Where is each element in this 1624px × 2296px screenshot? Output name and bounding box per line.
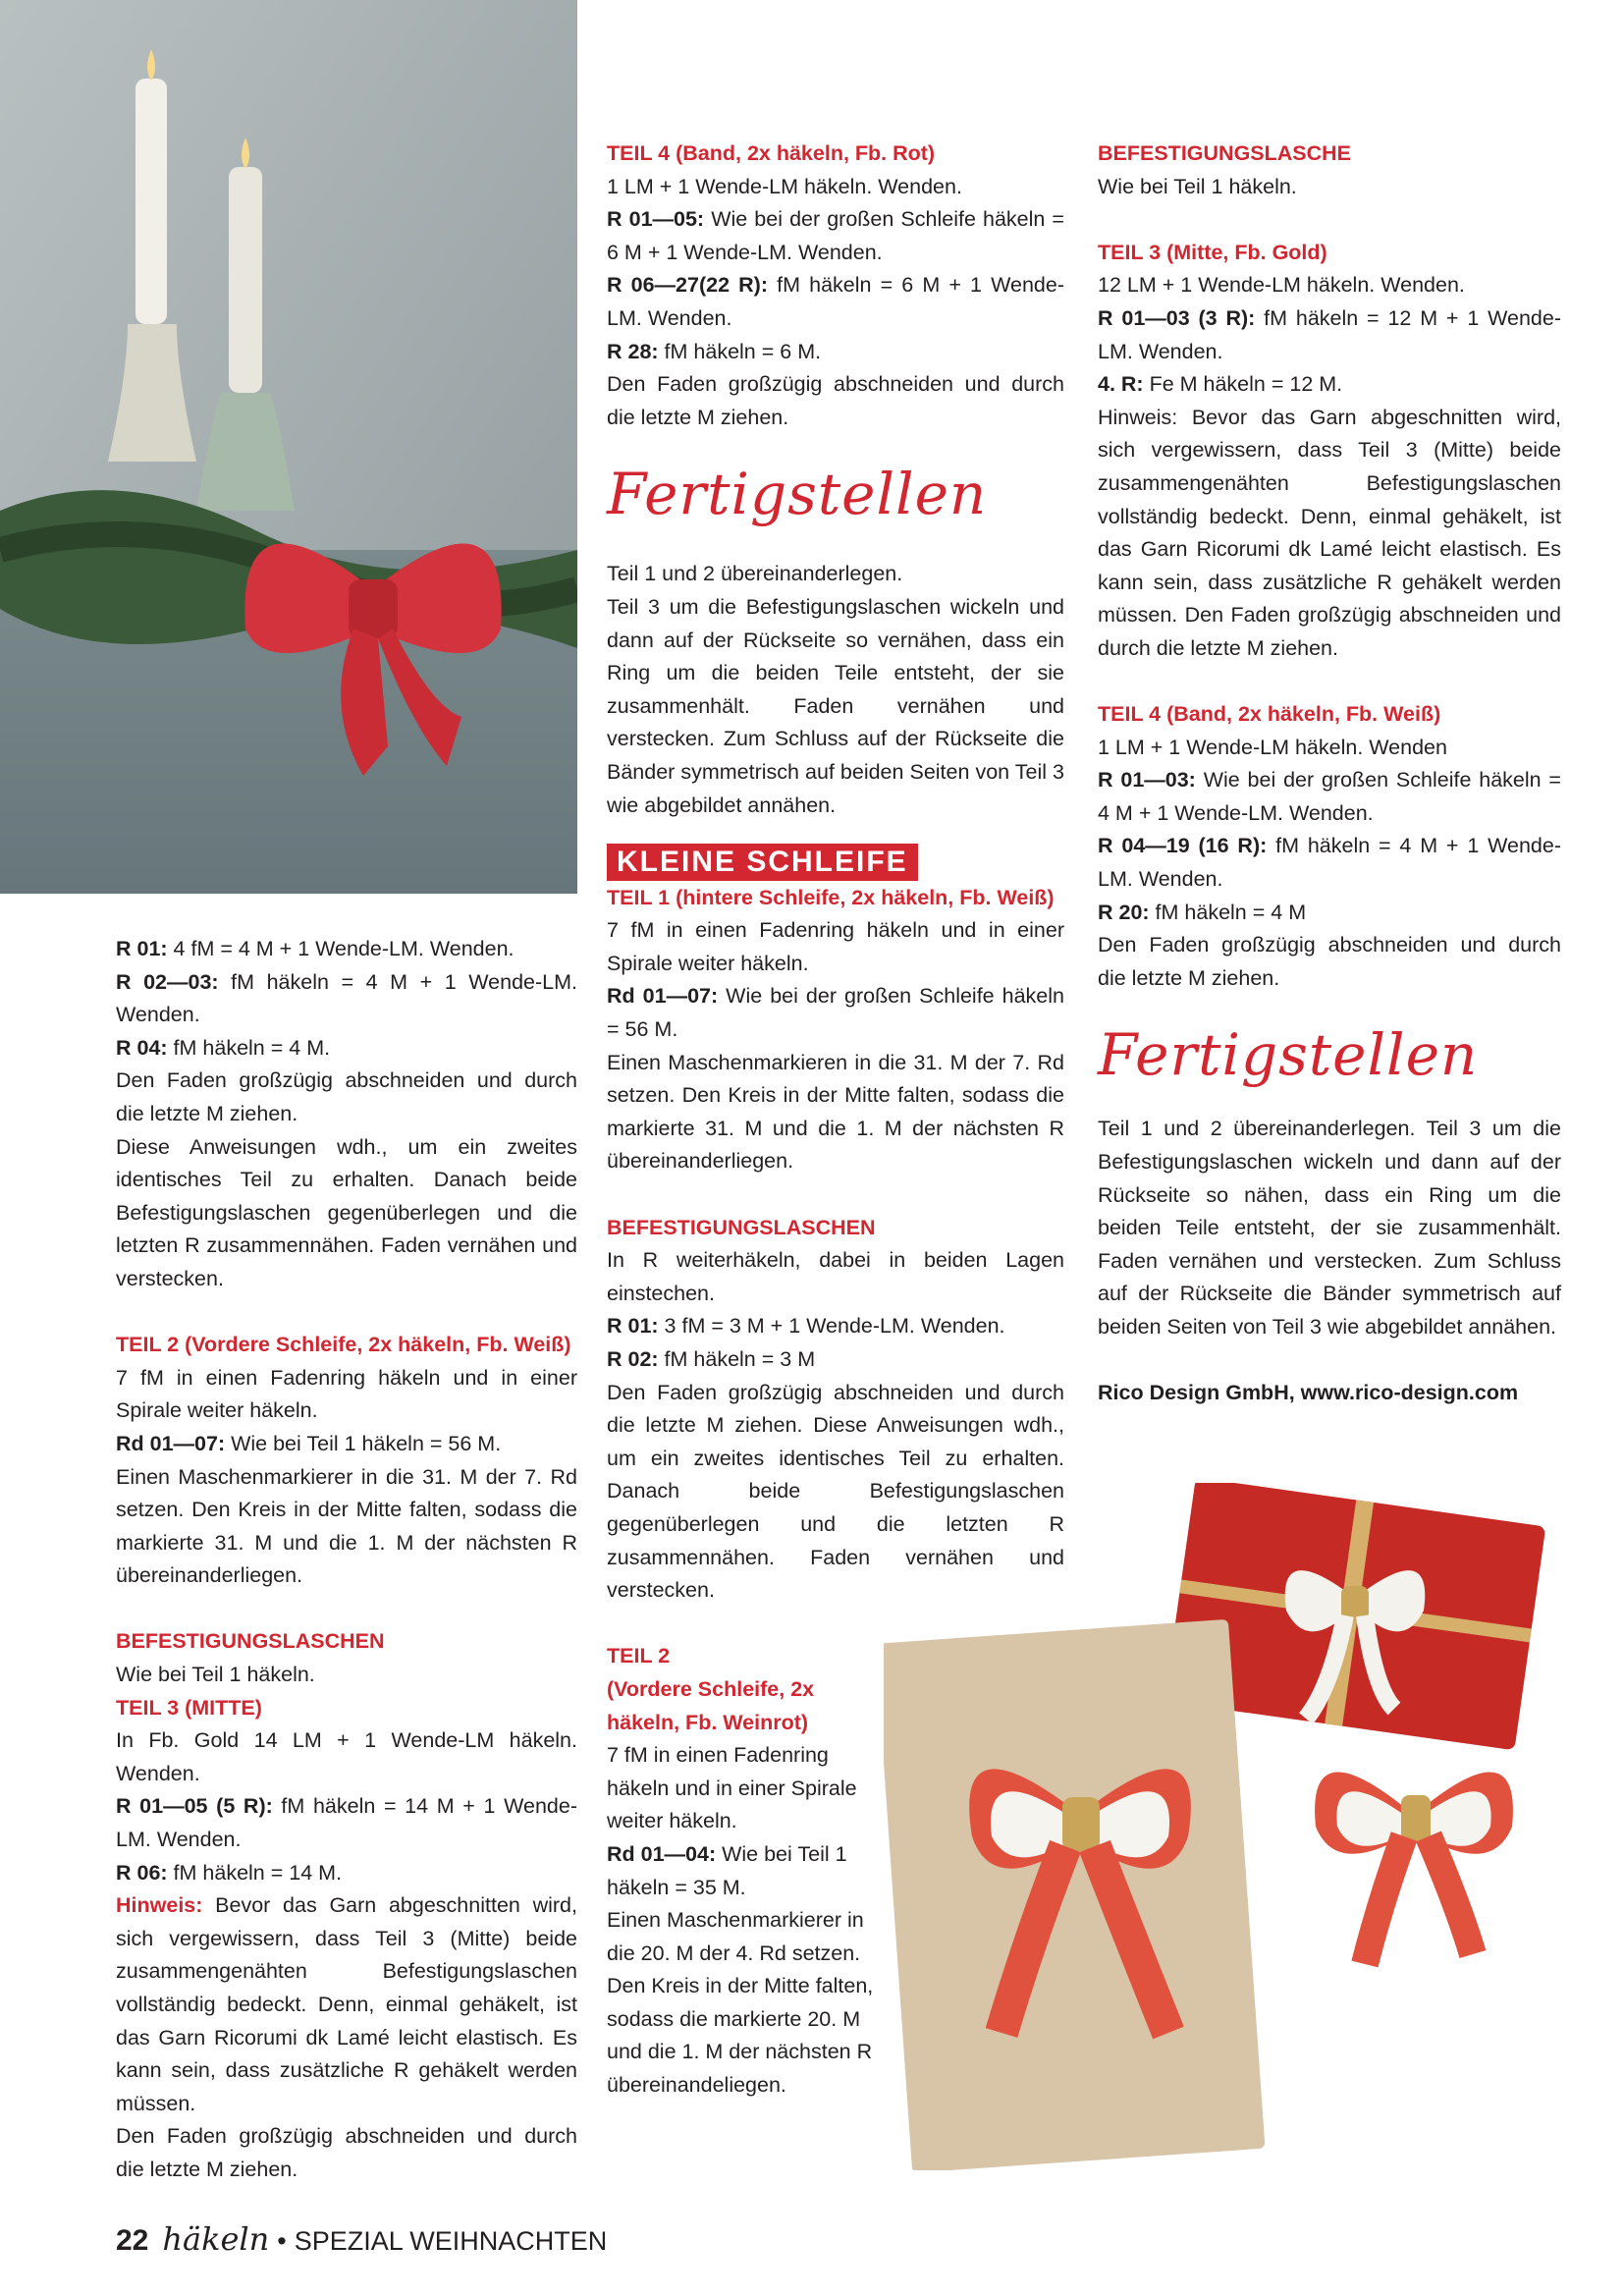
instruction-row: R 06: fM häkeln = 14 M.	[116, 1860, 343, 1885]
instruction-row: R 01—05 (5 R): fM häkeln = 14 M + 1 Wende-LM. Wenden.	[116, 1794, 578, 1852]
instruction-row: R 02—03: fM häkeln = 4 M + 1 Wende-LM. Wenden.	[116, 969, 577, 1027]
credit-line: Rico Design GmbH, www.rico-design.com	[1098, 1381, 1519, 1405]
instruction-row: R 20: fM häkeln = 4 M	[1098, 900, 1307, 924]
paragraph: Den Faden großzügig abschneiden und durch die letzte M ziehen.	[116, 1068, 577, 1125]
section-heading: häkeln, Fb. Weinrot)	[607, 1710, 809, 1734]
instruction-row: R 02: fM häkeln = 3 M	[607, 1347, 816, 1371]
finishing-title: Fertigstellen	[1098, 1021, 1479, 1089]
section-heading: TEIL 3 (Mitte, Fb. Gold)	[1098, 240, 1327, 264]
instruction-row: R 28: fM häkeln = 6 M.	[607, 339, 822, 363]
instruction-row: Rd 01—07: Wie bei der großen Schleife häkeln = 56 M.	[607, 984, 1064, 1042]
magazine-brand: häkeln	[162, 2220, 270, 2258]
column-1	[116, 933, 577, 2187]
instruction-row: R 04—19 (16 R): fM häkeln = 4 M + 1 Wende-LM. Wenden.	[1098, 834, 1561, 892]
paragraph: 12 LM + 1 Wende-LM häkeln. Wenden.	[1098, 273, 1465, 298]
paragraph: Den Faden großzügig abschneiden und durch die letzte M ziehen. Diese Anweisungen wdh., um ein zweites identisches Teil zu erhalten. Danach beide Befestigungslaschen gegenüberlegen und die letzten R zusammennähen. Faden vernähen und verstecken.	[607, 1380, 1064, 1603]
paragraph: Wie bei Teil 1 häkeln.	[1098, 174, 1297, 198]
section-heading: TEIL 1 (hintere Schleife, 2x häkeln, Fb. Weiß)	[607, 885, 1055, 909]
instruction-row: 4. R: Fe M häkeln = 12 M.	[1098, 372, 1343, 397]
hint-paragraph: Hinweis: Bevor das Garn abgeschnitten wird, sich vergewissern, dass Teil 3 (Mitte) beide zusammengenähten Befestigungslaschen vollständig bedeckt. Denn, einmal gehäkelt, ist das Garn Ricorumi dk Lamé leicht elastisch. Es kann sein, dass zusätzliche R gehäkelt werden müssen. Den Faden großzügig abschneiden und durch die letzte M ziehen.	[1098, 405, 1561, 660]
paragraph: 7 fM in einen Fadenring häkeln und in einer Spirale weiter häkeln.	[116, 1365, 577, 1423]
column-2	[607, 137, 1064, 2103]
teil2-small-bow	[607, 1640, 892, 2102]
paragraph: Teil 1 und 2 übereinanderlegen. Teil 3 um die Befestigungslaschen wickeln und dann auf der Rückseite so nähen, dass ein Ring um die beiden Teile entsteht, der sie zusammenhält. Faden vernähen und verstecken. Zum Schluss auf der Rückseite die Bänder symmetrisch auf beiden Seiten von Teil 3 wie abgebildet annähen.	[1098, 1117, 1561, 1339]
page-footer	[116, 2221, 607, 2259]
paragraph: Einen Maschenmarkieren in die 31. M der 7. Rd setzen. Den Kreis in der Mitte falten, sodass die markierte 31. M und die 1. M der nächsten R übereinanderliegen.	[607, 1050, 1064, 1174]
section-heading: BEFESTIGUNGSLASCHE	[1098, 141, 1352, 165]
paragraph: Den Faden großzügig abschneiden und durch die letzte M ziehen.	[607, 372, 1064, 429]
finishing-title: Fertigstellen	[607, 461, 988, 528]
paragraph: Teil 1 und 2 übereinanderlegen.	[607, 562, 903, 586]
paragraph: 7 fM in einen Fadenring häkeln und in einer Spirale weiter häkeln.	[607, 918, 1064, 975]
instruction-row: R 01—03: Wie bei der großen Schleife häkeln = 4 M + 1 Wende-LM. Wenden.	[1098, 768, 1561, 825]
paragraph: Teil 3 um die Befestigungslaschen wickeln und dann auf der Rückseite so vernähen, dass ein Ring um die beiden Teile entsteht, der sie zusammenhält. Faden vernähen und verstecken. Zum Schluss auf der Rückseite die Bänder symmetrisch auf beiden Seiten von Teil 3 wie abgebildet annähen.	[607, 594, 1064, 817]
section-heading: TEIL 2 (Vordere Schleife, 2x häkeln, Fb. Weiß)	[116, 1333, 571, 1357]
footer-bullet: •	[277, 2226, 287, 2256]
page-number: 22	[116, 2224, 149, 2257]
photo-candles-red-bow	[0, 0, 577, 894]
instruction-row: R 01: 3 fM = 3 M + 1 Wende-LM. Wenden.	[607, 1314, 1005, 1339]
paragraph: Diese Anweisungen wdh., um ein zweites identisches Teil zu erhalten. Danach beide Befestigungslaschen gegenüberlegen und die letzten R zusammennähen. Faden vernähen und verstecken.	[116, 1134, 577, 1290]
paragraph: Wie bei Teil 1 häkeln.	[116, 1663, 315, 1687]
section-heading: BEFESTIGUNGSLASCHEN	[116, 1629, 385, 1654]
instruction-row: R 01—05: Wie bei der großen Schleife häkeln = 6 M + 1 Wende-LM. Wenden.	[607, 207, 1064, 264]
issue-title: SPEZIAL WEIHNACHTEN	[294, 2226, 608, 2256]
paragraph: Einen Maschenmarkierer in die 20. M der 4. Rd setzen. Den Kreis in der Mitte falten, sodass die markierte 20. M und die 1. M der nächsten R übereinandeliegen.	[607, 1908, 874, 2098]
section-heading: BEFESTIGUNGSLASCHEN	[607, 1215, 876, 1239]
paragraph: Den Faden großzügig abschneiden und durch die letzte M ziehen.	[116, 2124, 577, 2181]
instruction-row: Rd 01—07: Wie bei Teil 1 häkeln = 56 M.	[116, 1431, 502, 1455]
section-heading: TEIL 3 (MITTE)	[116, 1695, 262, 1720]
instruction-row: R 06—27(22 R): fM häkeln = 6 M + 1 Wende-LM. Wenden.	[607, 273, 1064, 330]
paragraph: In Fb. Gold 14 LM + 1 Wende-LM häkeln. Wenden.	[116, 1728, 577, 1785]
paragraph: 1 LM + 1 Wende-LM häkeln. Wenden.	[607, 174, 962, 198]
paragraph: In R weiterhäkeln, dabei in beiden Lagen einstechen.	[607, 1248, 1064, 1305]
paragraph: 1 LM + 1 Wende-LM häkeln. Wenden	[1098, 735, 1447, 759]
instruction-row: R 01—03 (3 R): fM häkeln = 12 M + 1 Wende-LM. Wenden.	[1098, 305, 1562, 363]
section-heading: TEIL 4 (Band, 2x häkeln, Fb. Rot)	[607, 141, 936, 165]
hint-paragraph: Hinweis: Bevor das Garn abgeschnitten wird, sich vergewissern, dass Teil 3 (Mitte) beide zusammengenähten Befestigungslaschen vollständig bedeckt. Denn, einmal gehäkelt, ist das Garn Ricorumi dk Lamé leicht elastisch. Es kann sein, dass zusätzliche R gehäkelt werden müssen.	[116, 1893, 577, 2115]
section-heading: TEIL 2	[607, 1644, 671, 1668]
instruction-row: R 04: fM häkeln = 4 M.	[116, 1035, 331, 1060]
paragraph: Einen Maschenmarkierer in die 31. M der 7. Rd setzen. Den Kreis in der Mitte falten, sodass die markierte 31. M und die 1. M der nächsten R übereinanderliegen.	[116, 1464, 577, 1588]
section-banner: KLEINE SCHLEIFE	[607, 844, 918, 881]
section-heading: TEIL 4 (Band, 2x häkeln, Fb. Weiß)	[1098, 702, 1441, 727]
instruction-row: R 01: 4 fM = 4 M + 1 Wende-LM. Wenden.	[116, 937, 514, 960]
section-heading: (Vordere Schleife, 2x	[607, 1676, 815, 1701]
paragraph: 7 fM in einen Fadenring häkeln und in einer Spirale weiter häkeln.	[607, 1743, 857, 1833]
column-3	[1098, 137, 1561, 1410]
paragraph: Den Faden großzügig abschneiden und durch die letzte M ziehen.	[1098, 933, 1561, 990]
instruction-row: Rd 01—04: Wie bei Teil 1 häkeln = 35 M.	[607, 1841, 847, 1899]
